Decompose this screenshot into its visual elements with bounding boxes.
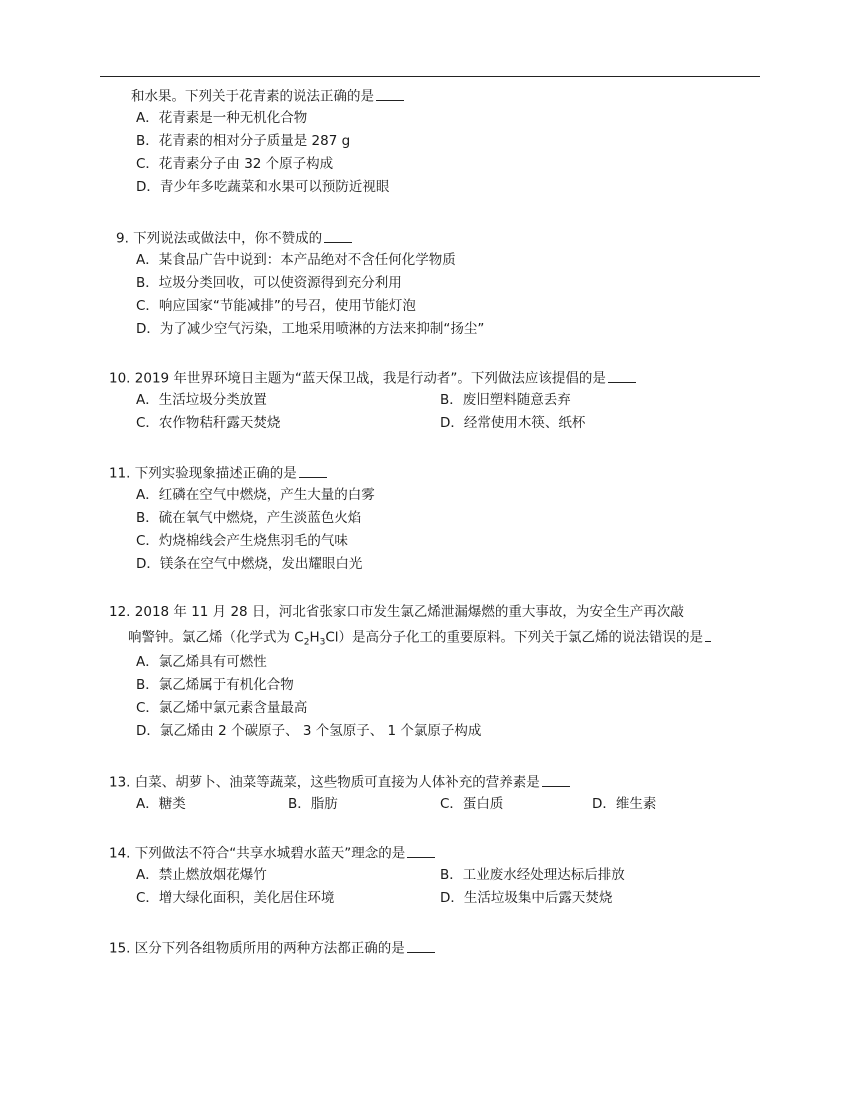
question-12-option-b: B．氯乙烯属于有机化合物 xyxy=(136,677,294,693)
question-14-option-b: B．工业废水经处理达标后排放 xyxy=(440,867,625,883)
question-11-option-d: D．镁条在空气中燃烧，发出耀眼白光 xyxy=(136,556,363,572)
question-15-stem xyxy=(109,938,435,958)
question-13-stem-text: 13. 白菜、胡萝卜、油菜等蔬菜，这些物质可直接为人体补充的营养素是 xyxy=(109,774,540,791)
question-8-option-c: C．花青素分子由 32 个原子构成 xyxy=(136,156,334,172)
question-14-option-d: D．生活垃圾集中后露天焚烧 xyxy=(440,890,613,906)
answer-blank xyxy=(376,86,404,101)
question-10-option-b: B．废旧塑料随意丢弃 xyxy=(440,392,571,408)
formula-subscript: 3 xyxy=(319,637,326,648)
question-11-option-c: C．灼烧棉线会产生烧焦羽毛的气味 xyxy=(136,533,348,549)
question-9-option-c: C．响应国家“节能减排”的号召，使用节能灯泡 xyxy=(136,298,416,314)
formula-subscript: 2 xyxy=(303,637,310,648)
question-15-stem-text: 15. 区分下列各组物质所用的两种方法都正确的是 xyxy=(109,940,405,957)
question-8-option-a: A．花青素是一种无机化合物 xyxy=(136,110,308,126)
question-14-option-c: C．增大绿化面积，美化居住环境 xyxy=(136,890,335,906)
question-10-option-a: A．生活垃圾分类放置 xyxy=(136,392,267,408)
answer-blank xyxy=(407,938,435,953)
question-14-stem xyxy=(109,843,435,863)
question-8-stem-text: 和水果。下列关于花青素的说法正确的是 xyxy=(131,88,374,105)
question-11-option-b: B．硫在氧气中燃烧，产生淡蓝色火焰 xyxy=(136,510,362,526)
question-13-stem xyxy=(109,772,570,792)
stem-text-after-formula: Cl）是高分子化工的重要原料。下列关于氯乙烯的说法错误的是 xyxy=(325,629,704,646)
answer-blank xyxy=(608,368,636,383)
question-12-stem-line1: 12. 2018 年 11 月 28 日，河北省张家口市发生氯乙烯泄漏爆燃的重大事故，为安全生产再次敲 xyxy=(109,604,684,620)
question-9-option-d: D．为了减少空气污染，工地采用喷淋的方法来抑制“扬尘” xyxy=(136,321,485,337)
question-10-option-d: D．经常使用木筷、纸杯 xyxy=(440,415,586,431)
question-8-stem xyxy=(131,86,404,106)
question-13-option-b: B．脂肪 xyxy=(288,796,338,812)
answer-blank xyxy=(705,627,711,642)
question-12-stem-line2 xyxy=(128,627,711,652)
answer-blank xyxy=(324,228,352,243)
question-13-option-c: C．蛋白质 xyxy=(440,796,504,812)
answer-blank xyxy=(407,843,435,858)
question-10-stem-text: 10. 2019 年世界环境日主题为“蓝天保卫战，我是行动者”。下列做法应该提倡的是 xyxy=(109,370,606,387)
question-12-option-a: A．氯乙烯具有可燃性 xyxy=(136,654,267,670)
question-12-option-c: C．氯乙烯中氯元素含量最高 xyxy=(136,700,308,716)
question-11-stem xyxy=(109,463,327,483)
answer-blank xyxy=(299,463,327,478)
question-8-option-d: D．青少年多吃蔬菜和水果可以预防近视眼 xyxy=(136,179,390,195)
question-10-option-c: C．农作物秸秆露天焚烧 xyxy=(136,415,281,431)
header-rule xyxy=(100,76,760,77)
stem-text-before-formula: 响警钟。氯乙烯（化学式为 C xyxy=(128,629,304,646)
question-9-stem xyxy=(116,228,352,248)
question-8-option-b: B．花青素的相对分子质量是 287 g xyxy=(136,133,351,149)
question-9-stem-text: 9. 下列说法或做法中，你不赞成的 xyxy=(116,230,323,247)
question-9-option-a: A．某食品广告中说到：本产品绝对不含任何化学物质 xyxy=(136,252,456,268)
question-14-option-a: A．禁止燃放烟花爆竹 xyxy=(136,867,267,883)
question-11-option-a: A．红磷在空气中燃烧，产生大量的白雾 xyxy=(136,487,375,503)
question-14-stem-text: 14. 下列做法不符合“共享水城碧水蓝天”理念的是 xyxy=(109,845,406,862)
question-10-stem xyxy=(109,368,636,388)
question-11-stem-text: 11. 下列实验现象描述正确的是 xyxy=(109,465,297,482)
formula-element: H xyxy=(309,629,320,646)
answer-blank xyxy=(542,772,570,787)
question-13-option-a: A．糖类 xyxy=(136,796,186,812)
question-9-option-b: B．垃圾分类回收，可以使资源得到充分利用 xyxy=(136,275,402,291)
question-12-option-d: D．氯乙烯由 2 个碳原子、 3 个氢原子、 1 个氯原子构成 xyxy=(136,723,482,739)
question-13-option-d: D．维生素 xyxy=(592,796,657,812)
